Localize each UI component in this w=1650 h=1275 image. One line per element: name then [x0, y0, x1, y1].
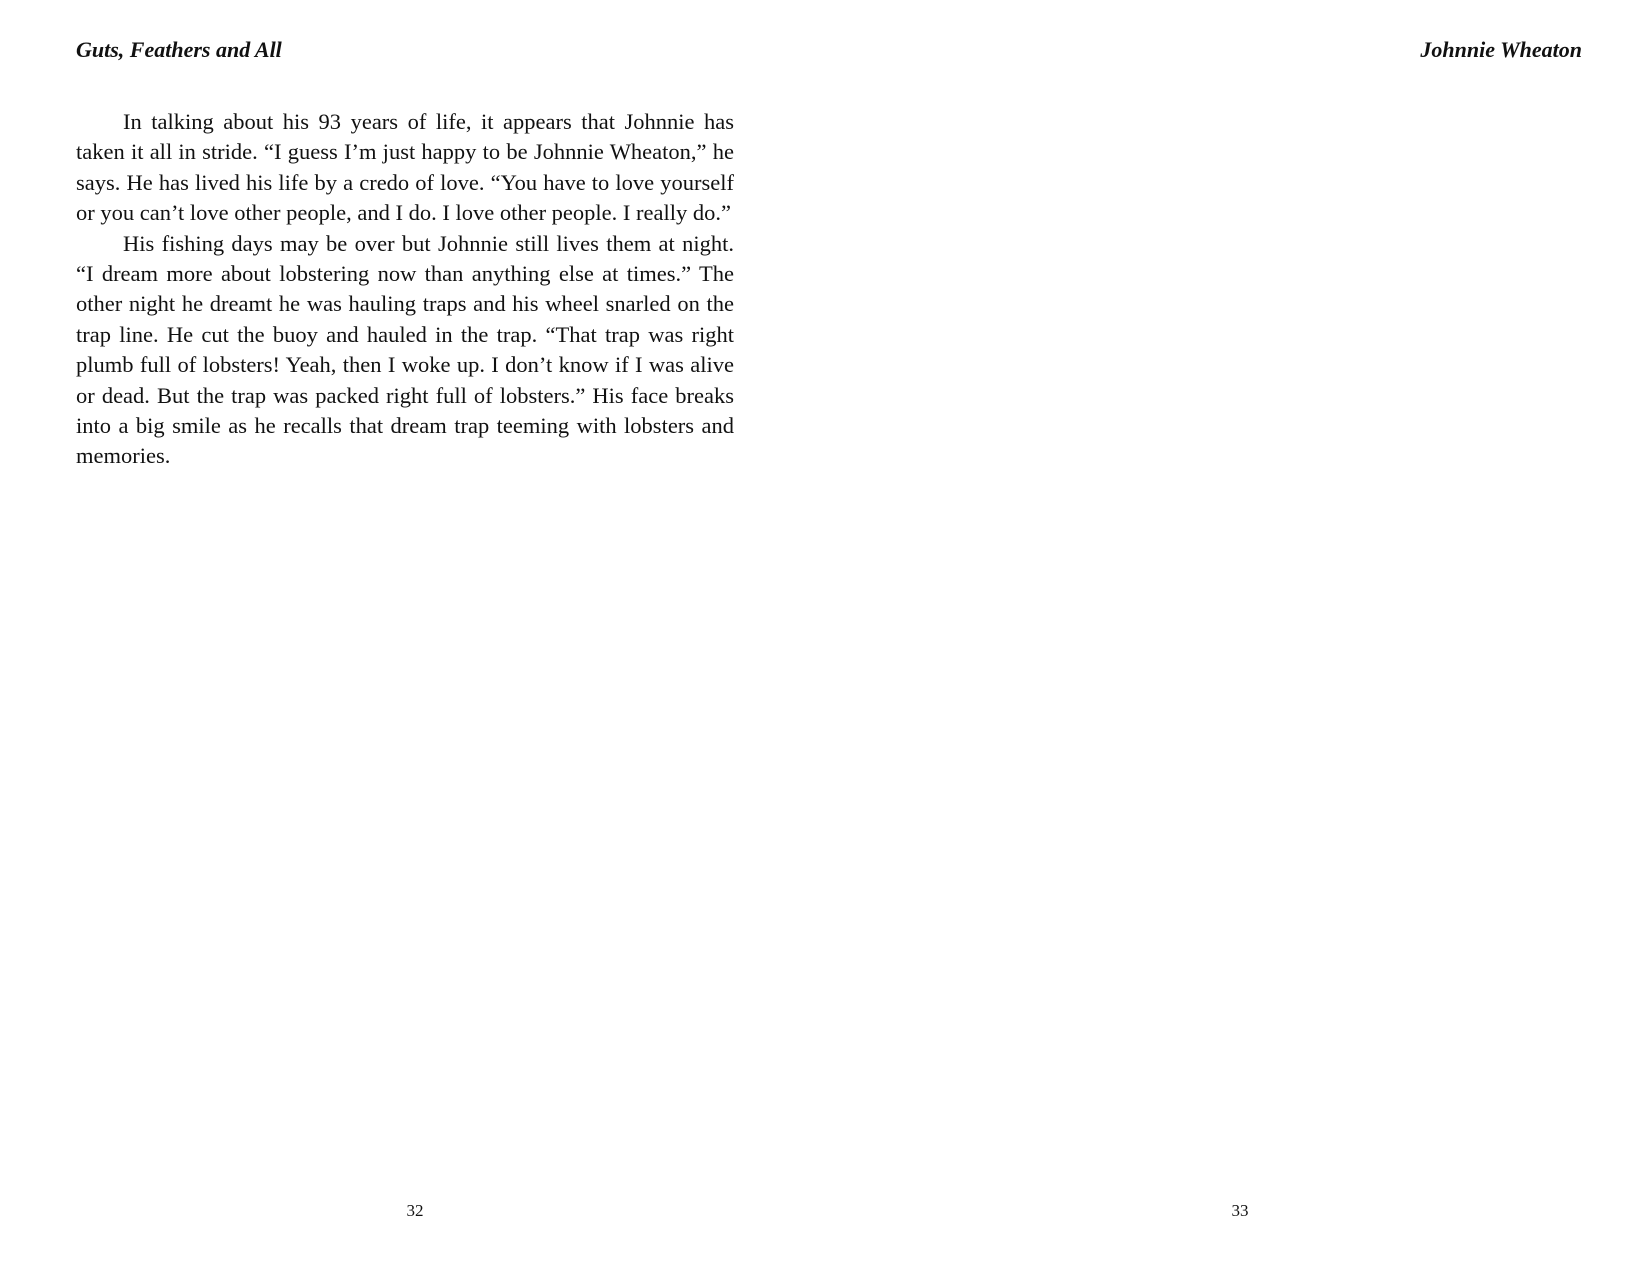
- running-head-book-title: Guts, Feathers and All: [76, 37, 282, 62]
- paragraph: His fishing days may be over but Johnnie still lives them at night. “I dream more about lobstering now than anything else at times.” The other night he dreamt he was hauling traps and his wheel snarled on the trap line. He cut the buoy and hauled in the trap. “That trap was right plumb full of lobsters! Yeah, then I woke up. I don’t know if I was alive or dead. But the trap was packed right full of lobsters.” His face breaks into a big smile as he recalls that dream trap teeming with lobsters and memories.: [76, 230, 734, 469]
- body-text: [76, 107, 734, 472]
- right-page: [825, 0, 1650, 1275]
- paragraph: In talking about his 93 years of life, it appears that Johnnie has taken it all in stride. “I guess I’m just happy to be Johnnie Wheaton,” he says. He has lived his life by a credo of love. “You have to love yourself or you can’t love other people, and I do. I love other people. I really do.”: [76, 109, 734, 226]
- page-number: 33: [1231, 1201, 1249, 1220]
- running-head-chapter-title: Johnnie Wheaton: [1420, 37, 1582, 62]
- page-number: 32: [406, 1201, 424, 1220]
